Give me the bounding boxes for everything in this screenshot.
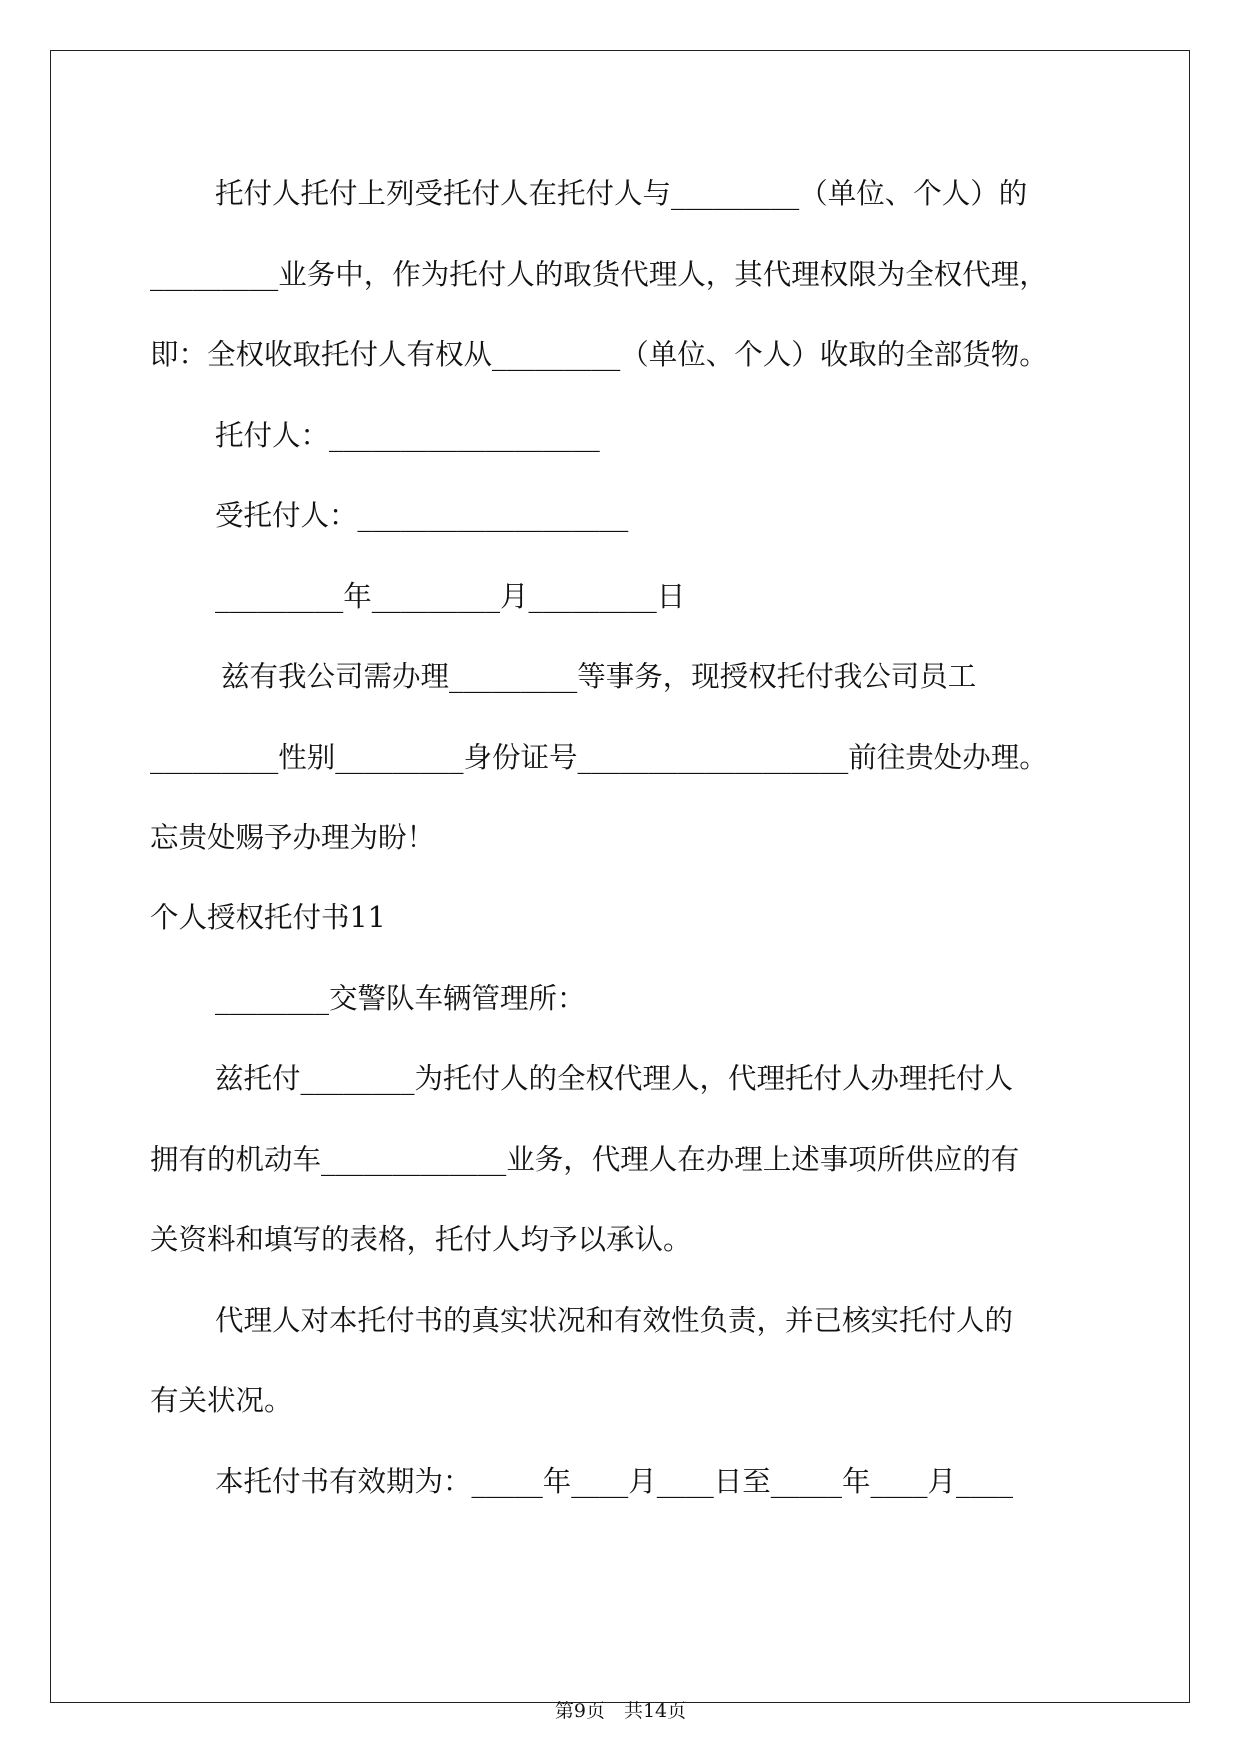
paragraph-line-7: 兹有我公司需办理_________等事务，现授权托付我公司员工 [221, 660, 977, 693]
page-border [50, 50, 1190, 1703]
paragraph-line-9: 忘贵处赐予办理为盼！ [150, 821, 436, 854]
paragraph-line-13: 拥有的机动车_____________业务，代理人在办理上述事项所供应的有 [150, 1143, 1020, 1176]
page-number-footer: 第9页 共14页 [554, 1700, 687, 1722]
validity-period-line: 本托付书有效期为：_____年____月____日至_____年____月____ [215, 1465, 1014, 1498]
paragraph-line-3: 即：全权收取托付人有权从_________（单位、个人）收取的全部货物。 [150, 338, 1048, 371]
paragraph-line-14: 关资料和填写的表格，托付人均予以承认。 [150, 1223, 692, 1256]
date-line: _________年_________月_________日 [215, 580, 686, 613]
paragraph-line-1: 托付人托付上列受托付人在托付人与_________（单位、个人）的 [215, 177, 1028, 210]
principal-signature-line: 托付人：___________________ [215, 419, 600, 452]
paragraph-line-16: 有关状况。 [150, 1384, 293, 1417]
section-heading: 个人授权托付书11 [150, 901, 386, 934]
paragraph-line-2: _________业务中，作为托付人的取货代理人，其代理权限为全权代理， [150, 258, 1048, 291]
addressee-line: ________交警队车辆管理所： [215, 982, 586, 1015]
paragraph-line-12: 兹托付________为托付人的全权代理人，代理托付人办理托付人 [215, 1062, 1014, 1095]
paragraph-line-15: 代理人对本托付书的真实状况和有效性负责，并已核实托付人的 [215, 1304, 1014, 1337]
agent-signature-line: 受托付人：___________________ [215, 499, 629, 532]
paragraph-line-8: _________性别_________身份证号___________________前往贵处办理。 [150, 741, 1048, 774]
